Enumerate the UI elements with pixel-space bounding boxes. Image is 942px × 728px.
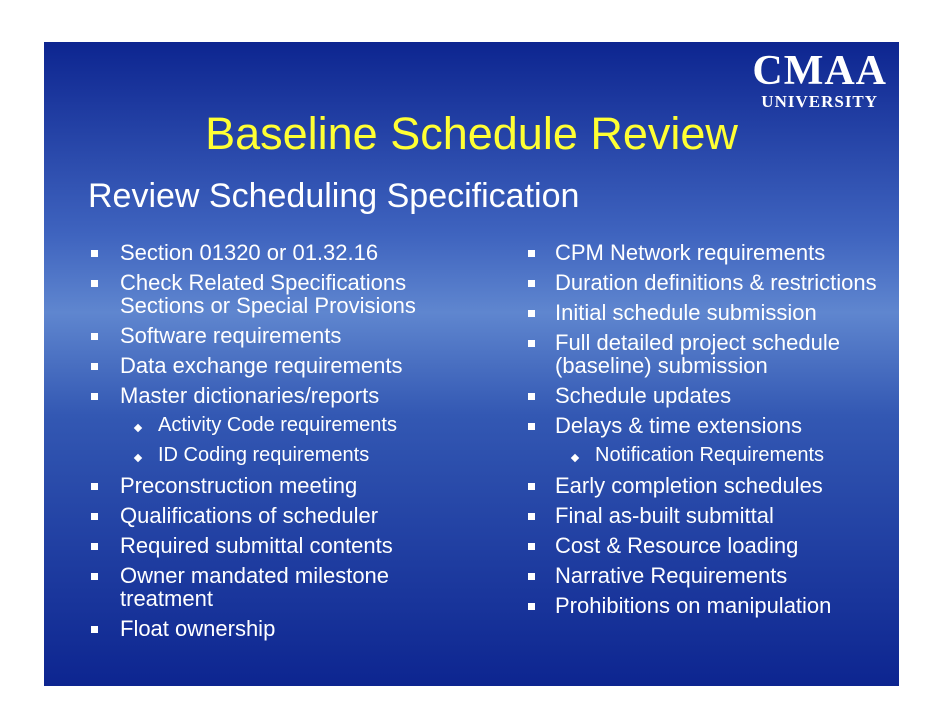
bullet-text: Qualifications of scheduler bbox=[120, 503, 379, 528]
bullet-item bbox=[476, 591, 896, 621]
bullet-text: Master dictionaries/reports bbox=[120, 383, 380, 408]
sub-bullet-item bbox=[44, 441, 474, 471]
bullet-item bbox=[44, 561, 474, 614]
bullet-text: Early completion schedules bbox=[555, 473, 823, 498]
bullet-text: Float ownership bbox=[120, 616, 276, 641]
bullet-item bbox=[44, 351, 474, 381]
slide bbox=[44, 42, 899, 686]
bullet-text: Owner mandated milestone treatment bbox=[120, 563, 390, 611]
bullet-item bbox=[476, 268, 896, 298]
bullet-item bbox=[476, 471, 896, 501]
bullet-item bbox=[44, 268, 474, 321]
logo-line-1: CMAA bbox=[752, 48, 887, 94]
bullet-text: Narrative Requirements bbox=[555, 563, 788, 588]
bullet-item bbox=[476, 238, 896, 268]
sub-bullet-item bbox=[476, 441, 896, 471]
bullet-item bbox=[476, 561, 896, 591]
logo-line-2: UNIVERSITY bbox=[761, 92, 879, 111]
bullet-item bbox=[44, 531, 474, 561]
bullet-text: Schedule updates bbox=[555, 383, 732, 408]
bullet-text: Prohibitions on manipulation bbox=[555, 593, 832, 618]
bullet-text: Required submittal contents bbox=[120, 533, 393, 558]
bullet-item bbox=[44, 381, 474, 411]
sub-bullet-text: ID Coding requirements bbox=[158, 444, 370, 466]
bullet-item bbox=[44, 471, 474, 501]
sub-bullet-text: Activity Code requirements bbox=[158, 414, 397, 436]
bullet-text: Initial schedule submission bbox=[555, 300, 817, 325]
cmaa-university-logo bbox=[752, 50, 887, 110]
bullet-text: Preconstruction meeting bbox=[120, 473, 358, 498]
bullet-text: Data exchange requirements bbox=[120, 353, 403, 378]
bullet-item bbox=[44, 614, 474, 644]
bullet-item bbox=[44, 501, 474, 531]
bullet-item bbox=[476, 501, 896, 531]
slide-subtitle: Review Scheduling Specification bbox=[88, 177, 580, 215]
bullet-text: Software requirements bbox=[120, 323, 342, 348]
bullet-item bbox=[476, 531, 896, 561]
slide-title: Baseline Schedule Review bbox=[205, 108, 738, 159]
bullet-item bbox=[476, 328, 896, 381]
bullet-text: CPM Network requirements bbox=[555, 240, 826, 265]
bullet-text: Section 01320 or 01.32.16 bbox=[120, 240, 379, 265]
bullet-text: Cost & Resource loading bbox=[555, 533, 799, 558]
bullet-text: Full detailed project schedule (baseline) submission bbox=[555, 330, 840, 378]
left-bullet-list bbox=[44, 238, 474, 644]
bullet-item bbox=[44, 238, 474, 268]
bullet-item bbox=[476, 411, 896, 441]
sub-bullet-item bbox=[44, 411, 474, 441]
bullet-text: Duration definitions & restrictions bbox=[555, 270, 877, 295]
bullet-item bbox=[476, 381, 896, 411]
sub-bullet-text: Notification Requirements bbox=[595, 444, 824, 466]
bullet-item bbox=[44, 321, 474, 351]
bullet-text: Final as-built submittal bbox=[555, 503, 774, 528]
bullet-text: Check Related Specifications Sections or Special Provisions bbox=[120, 270, 416, 318]
right-bullet-list bbox=[476, 238, 896, 621]
bullet-text: Delays & time extensions bbox=[555, 413, 802, 438]
bullet-item bbox=[476, 298, 896, 328]
